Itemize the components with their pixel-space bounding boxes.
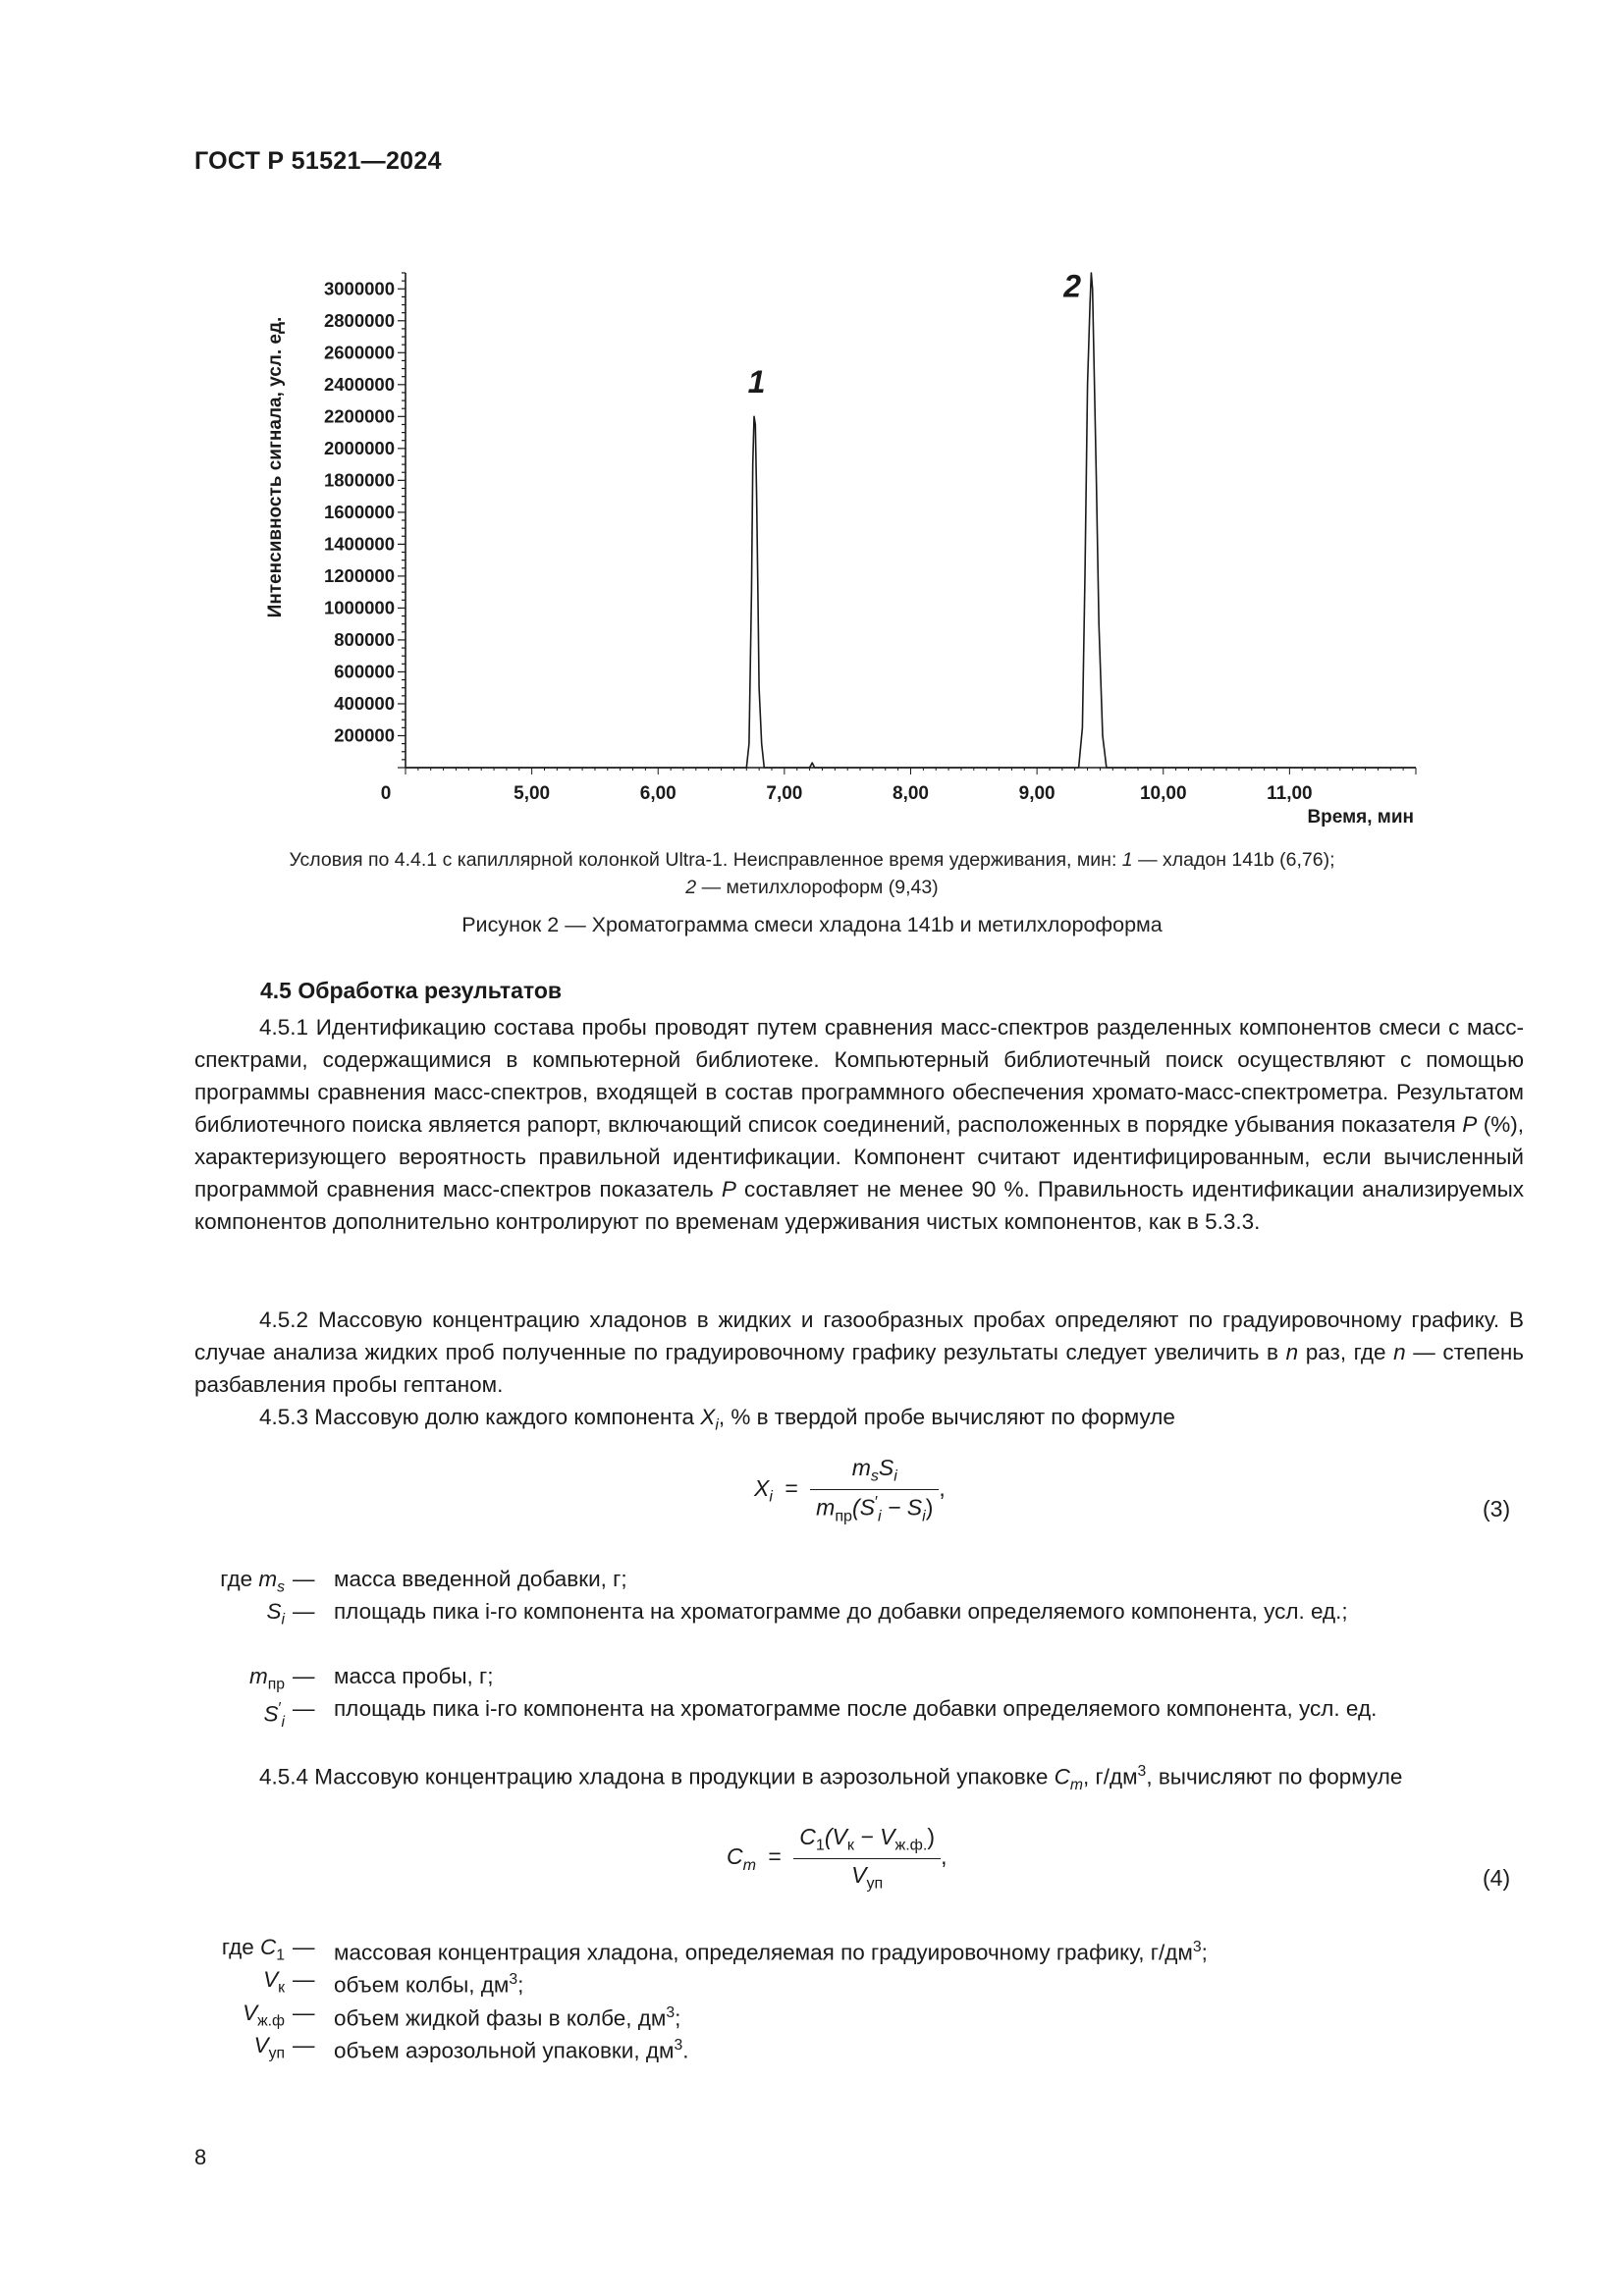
legend-text: объем аэрозольной упаковки, $дм^3$. xyxy=(334,2037,689,2063)
y-tick-label: 2400000 xyxy=(323,373,395,395)
y-tick-label: 2200000 xyxy=(323,405,395,427)
legend-dash: — xyxy=(293,1599,315,1624)
section-heading: 4.5 Обработка результатов xyxy=(260,978,563,1003)
legend-text: площадь пика i-го компонента на хроматограмме после добавки определяемого компонента, усл. ед. xyxy=(334,1696,1378,1721)
legend-symbol: $V_к$ xyxy=(263,1967,285,1997)
plot-area xyxy=(406,268,1416,768)
equation-3-fraction: $\frac{m_sS_i}{m_{пр}(S'_i - S_i)}$ xyxy=(810,1455,939,1525)
series-line-1 xyxy=(406,273,1416,768)
legend-dash: — xyxy=(293,2033,315,2057)
legend-dash: — xyxy=(293,1696,315,1721)
legend-dash: — xyxy=(293,1664,315,1688)
x-tick-label: 5,00 xyxy=(514,783,551,804)
legend-dash: — xyxy=(293,2001,315,2025)
legend-dash: — xyxy=(293,1967,315,1992)
legend-symbol: где $m_s$ xyxy=(220,1567,285,1596)
legend-dash: — xyxy=(293,1567,315,1591)
document-code: ГОСТ Р 51521—2024 xyxy=(194,147,442,175)
x-tick-label: 0 xyxy=(380,783,392,804)
paragraph-4-5-3: 4.5.3 Массовую долю каждого компонента $X_i$, % в твердой пробе вычисляют по формуле xyxy=(259,1405,1175,1434)
peak-label-1: 1 xyxy=(747,363,766,400)
y-tick-label: 1200000 xyxy=(323,564,395,586)
legend-symbol: $V_{уп}$ xyxy=(253,2033,285,2062)
legend-symbol: $m_{пр}$ xyxy=(248,1664,285,1693)
legend-dash: — xyxy=(293,1935,315,1959)
x-tick-label: 7,00 xyxy=(766,783,803,804)
x-axis xyxy=(381,768,1416,804)
legend-text: масса пробы, г; xyxy=(334,1664,494,1688)
legend-text: масса введенной добавки, г; xyxy=(334,1567,627,1591)
x-tick-label: 6,00 xyxy=(639,783,677,804)
legend-symbol: где $C_1$ xyxy=(221,1935,285,1964)
chromatogram-chart xyxy=(245,255,1443,844)
y-tick-label: 2600000 xyxy=(323,342,395,363)
equation-3: $X_i$ = $\frac{m_sS_i}{m_{пр}(S'_i - S_i)}$ , xyxy=(754,1455,946,1524)
conditions-text: Условия по 4.4.1 с капиллярной колонкой Ultra-1. Неисправленное время удерживания, мин: xyxy=(289,849,1122,871)
legend-symbol: $V_{ж.ф}$ xyxy=(243,2001,285,2030)
legend-text: объем жидкой фазы в колбе, $дм^3$; xyxy=(334,2004,681,2031)
equation-4-number: (4) xyxy=(1483,1865,1511,1891)
y-tick-label: 1600000 xyxy=(323,501,395,522)
x-axis-label: Время, мин xyxy=(1307,807,1414,828)
y-tick-label: 800000 xyxy=(334,628,395,650)
figure-conditions xyxy=(196,846,1428,901)
legend-symbol: $S'_i$ xyxy=(263,1700,285,1731)
x-tick-label: 10,00 xyxy=(1139,783,1187,804)
page-number: 8 xyxy=(194,2145,207,2169)
y-tick-label: 1000000 xyxy=(323,597,395,618)
y-tick-label: 2800000 xyxy=(323,309,395,331)
peak-1-number: 1 xyxy=(1121,849,1133,871)
peak-label-2: 2 xyxy=(1063,268,1082,304)
y-tick-label: 1400000 xyxy=(323,533,395,555)
x-tick-label: 9,00 xyxy=(1018,783,1056,804)
equation-4: $C_m$ = $\frac{C_1(V_к - V_{ж.ф.})}{V_{уп}}$ , xyxy=(727,1824,947,1893)
y-tick-label: 400000 xyxy=(334,692,395,714)
y-tick-label: 3000000 xyxy=(323,278,395,299)
paragraph-4-5-2: 4.5.2 Массовую концентрацию хладонов в жидких и газообразных пробах определяют по градуировочному графику. В случае анализа жидких проб полученные по градуировочному графику результаты следует увеличить в n раз, где n — степень разбавления пробы гептаном. xyxy=(194,1308,1524,1397)
y-tick-label: 200000 xyxy=(334,724,395,746)
legend-text: массовая концентрация хладона, определяемая по градуировочному графику, $г/дм^3$; xyxy=(334,1939,1208,1965)
legend-text: площадь пика i-го компонента на хроматограмме до добавки определяемого компонента, усл. ед.; xyxy=(334,1599,1348,1624)
figure-title: Рисунок 2 — Хроматограмма смеси хладона 141b и метилхлороформа xyxy=(461,913,1163,936)
equation-3-number: (3) xyxy=(1483,1496,1511,1522)
y-axis-label: Интенсивность сигнала, усл. ед. xyxy=(265,316,286,618)
peak-2-number: 2 xyxy=(685,877,697,898)
y-axis xyxy=(324,273,406,768)
x-tick-label: 11,00 xyxy=(1267,783,1313,804)
y-tick-label: 2000000 xyxy=(323,437,395,458)
paragraph-4-5-1: 4.5.1 Идентификацию состава пробы проводят путем сравнения масс-спектров разделенных компонентов смеси с масс-спектрами, содержащимися в компьютерной библиотеке. Компьютерный библиотечный поиск осуществляют с помощью программы сравнения масс-спектров, входящей в состав программного обеспечения хромато-масс-спектрометра. Результатом библиотечного поиска является рапорт, включающий список соединений, расположенных в порядке убывания показателя P (%), характеризующего вероятность правильной идентификации. Компонент считают идентифицированным, если вычисленный программой сравнения масс-спектров показатель P составляет не менее 90 %. Правильность идентификации анализируемых компонентов дополнительно контролируют по временам удерживания чистых компонентов, как в 5.3.3. xyxy=(194,1015,1524,1234)
y-tick-label: 1800000 xyxy=(323,469,395,491)
x-tick-label: 8,00 xyxy=(893,783,929,804)
peak-2-desc: — метилхлороформ (9,43) xyxy=(696,877,939,898)
legend-text: объем колбы, $дм^3$; xyxy=(334,1971,524,1998)
peak-1-desc: — хладон 141b (6,76); xyxy=(1132,849,1335,871)
y-tick-label: 600000 xyxy=(334,661,395,682)
paragraph-4-5-4: 4.5.4 Массовую концентрацию хладона в продукции в аэрозольной упаковке $C_m$, $г/дм^3$, вычисляют по формуле xyxy=(259,1763,1403,1793)
equation-4-fraction: $\frac{C_1(V_к - V_{ж.ф.})}{V_{уп}}$ xyxy=(793,1824,941,1893)
legend-symbol: $S_i$ xyxy=(266,1599,285,1629)
